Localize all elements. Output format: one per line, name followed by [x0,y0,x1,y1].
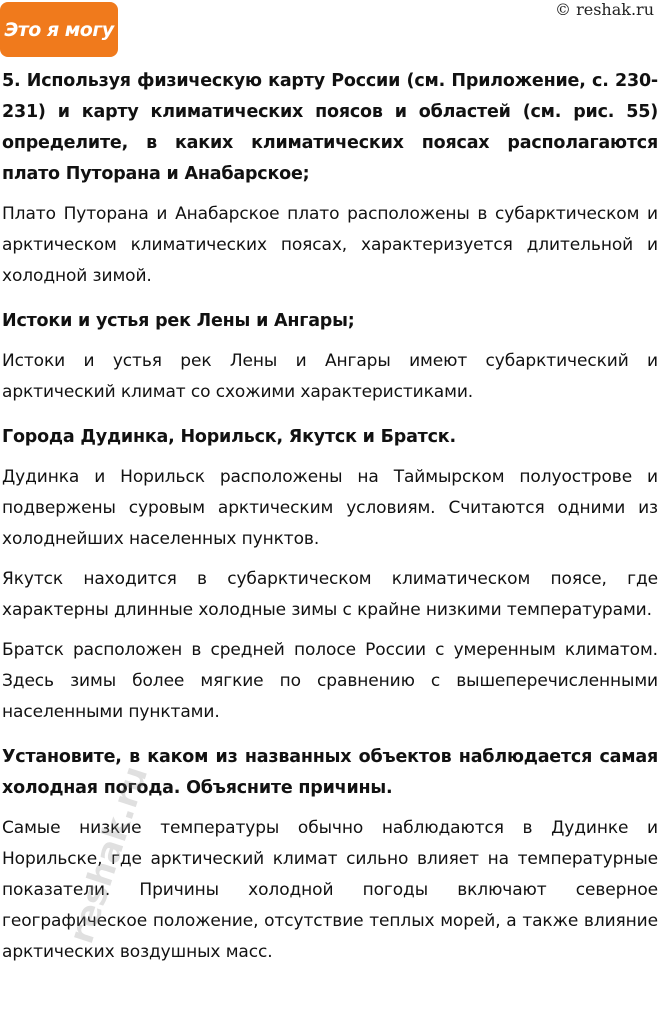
question-cities: Города Дудинка, Норильск, Якутск и Братск. [2,427,456,447]
topic-badge-label: Это я могу [4,18,114,41]
answer-rivers: Истоки и устья рек Лены и Ангары имеют субарктический и арктический климат со схожими характеристиками. [2,351,658,402]
question-main: 5. Используя физическую карту России (см. Приложение, с. 230-231) и карту климатических поясов и областей (см. рис. 55) определите, в каких климатических поясах располагаются плато Путорана и Анабарское; [2,71,658,184]
topic-badge [0,2,118,57]
watermark: reshak.ru [61,761,157,949]
copyright-notice: © reshak.ru [555,0,654,19]
question-coldest: Установите, в каком из названных объектов наблюдается самая холодная погода. Объясните причины. [2,747,658,798]
question-rivers: Истоки и устья рек Лены и Ангары; [2,311,355,331]
answer-yakutsk: Якутск находится в субарктическом климатическом поясе, где характерны длинные холодные зимы с крайне низкими температурами. [2,569,658,620]
answer-coldest: Самые низкие температуры обычно наблюдаются в Дудинке и Норильске, где арктический климат сильно влияет на температурные показатели. Причины холодной погоды включают северное географическое положение, отсутствие теплых морей, а также влияние арктических воздушных масс. [2,818,658,962]
answer-bratsk: Братск расположен в средней полосе России с умеренным климатом. Здесь зимы более мягкие по сравнению с вышеперечисленными населенными пунктами. [2,640,658,722]
answer-dudinka-norilsk: Дудинка и Норильск расположены на Таймырском полуострове и подвержены суровым арктическим условиям. Считаются одними из холоднейших населенных пунктов. [2,467,658,549]
answer-plateaus: Плато Путорана и Анабарское плато расположены в субарктическом и арктическом климатических поясах, характеризуется длительной и холодной зимой. [2,204,658,286]
solution-content [2,66,658,968]
